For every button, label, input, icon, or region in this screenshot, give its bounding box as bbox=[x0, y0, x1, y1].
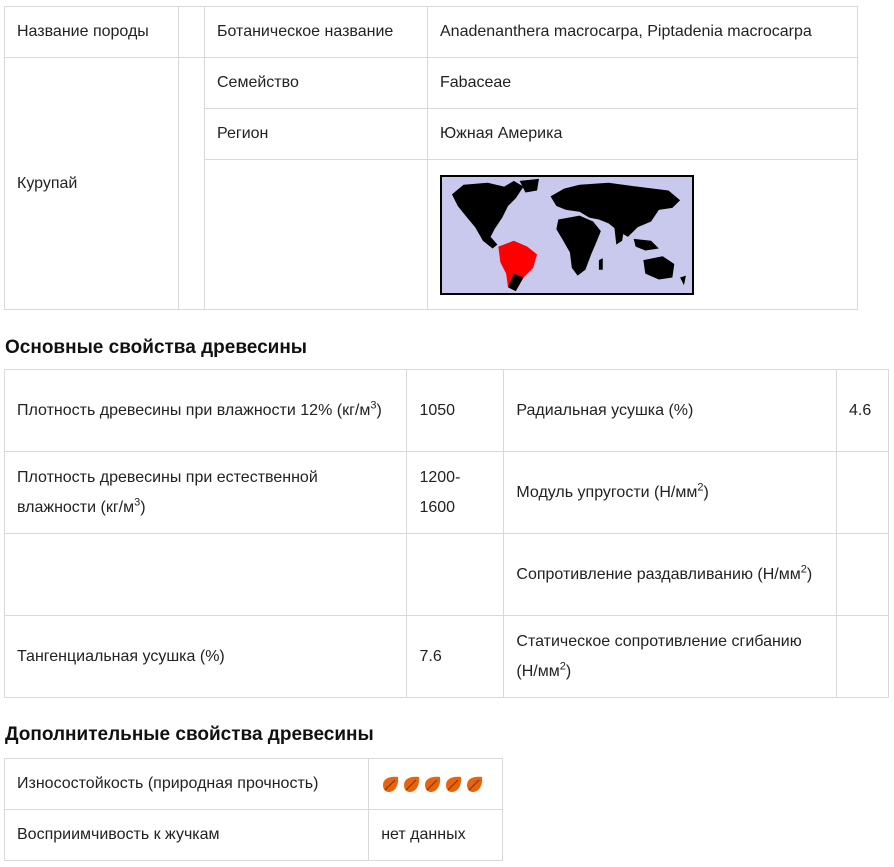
species-name-header: Название породы bbox=[5, 7, 179, 58]
extra-properties-table bbox=[4, 758, 503, 861]
elastic-modulus-label: Модуль упругости $(Н/мм^2)$ bbox=[504, 452, 837, 534]
radial-shrinkage-value: 4.6 bbox=[836, 370, 888, 452]
tangential-shrinkage-label: Тангенциальная усушка (%) bbox=[5, 616, 407, 698]
map-cell bbox=[428, 160, 858, 310]
tangential-shrinkage-value: 7.6 bbox=[407, 616, 504, 698]
bending-strength-label: Статическое сопротивление сгибанию $(Н/мм^2)$ bbox=[504, 616, 837, 698]
leaf-icon bbox=[444, 774, 464, 794]
main-properties-table bbox=[4, 369, 889, 698]
insect-susceptibility-label: Восприимчивость к жучкам bbox=[5, 810, 369, 861]
durability-rating bbox=[369, 759, 503, 810]
insect-susceptibility-value: нет данных bbox=[369, 810, 503, 861]
species-table bbox=[4, 6, 858, 310]
region-value: Южная Америка bbox=[428, 109, 858, 160]
botanical-name-label: Ботаническое название bbox=[205, 7, 428, 58]
empty-cell bbox=[5, 534, 407, 616]
spacer-cell bbox=[179, 7, 205, 58]
elastic-modulus-value bbox=[836, 452, 888, 534]
region-label: Регион bbox=[205, 109, 428, 160]
empty-cell bbox=[205, 160, 428, 310]
bending-strength-value bbox=[836, 616, 888, 698]
empty-cell bbox=[407, 534, 504, 616]
world-map-image bbox=[440, 175, 694, 295]
durability-label: Износостойкость (природная прочность) bbox=[5, 759, 369, 810]
density-natural-value: 1200-1600 bbox=[407, 452, 504, 534]
leaf-icon bbox=[465, 774, 485, 794]
density-12-label: Плотность древесины при влажности 12% $(кг/м^3)$ bbox=[5, 370, 407, 452]
crush-resistance-value bbox=[836, 534, 888, 616]
leaf-icon bbox=[423, 774, 443, 794]
density-12-value: 1050 bbox=[407, 370, 504, 452]
spacer-cell bbox=[179, 58, 205, 310]
family-label: Семейство bbox=[205, 58, 428, 109]
family-value: Fabaceae bbox=[428, 58, 858, 109]
density-natural-label: Плотность древесины при естественной влажности $(кг/м^3)$ bbox=[5, 452, 407, 534]
extra-properties-heading: Дополнительные свойства древесины bbox=[5, 724, 374, 745]
botanical-name-value: Anadenanthera macrocarpa, Piptadenia macrocarpa bbox=[428, 7, 858, 58]
leaf-icon bbox=[402, 774, 422, 794]
main-properties-heading: Основные свойства древесины bbox=[5, 337, 308, 358]
radial-shrinkage-label: Радиальная усушка (%) bbox=[504, 370, 837, 452]
species-name: Курупай bbox=[5, 58, 179, 310]
crush-resistance-label: Сопротивление раздавливанию $(Н/мм^2)$ bbox=[504, 534, 837, 616]
leaf-icon bbox=[381, 774, 401, 794]
